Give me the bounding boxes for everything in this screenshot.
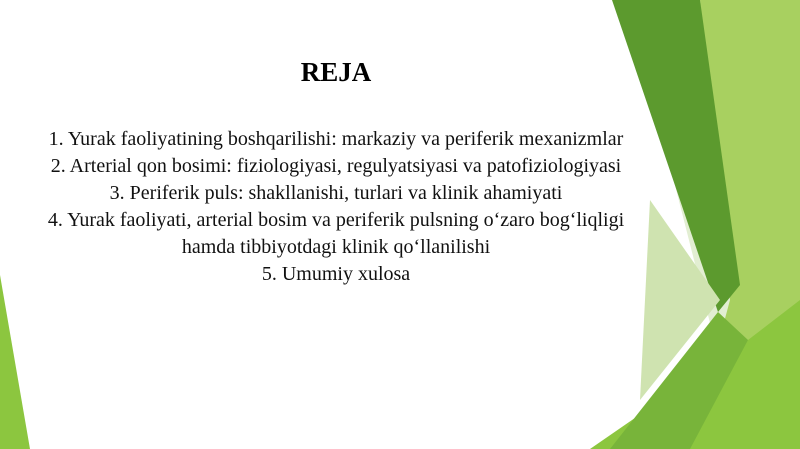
plan-item: 5. Umumiy xulosa: [261, 263, 411, 285]
plan-item: 2. Arterial qon bosimi: fiziologiyasi, regulyatsiyasi va patofiziologiyasi: [50, 155, 622, 177]
plan-list: [40, 126, 632, 288]
left-edge-stripe: [0, 275, 30, 449]
plan-item: 1. Yurak faoliyatining boshqarilishi: markaziy va periferik mexanizmlar: [48, 128, 624, 150]
plan-item: 3. Periferik puls: shakllanishi, turlari va klinik ahamiyati: [109, 182, 563, 204]
slide-title: REJA: [300, 57, 372, 87]
plan-item: 4. Yurak faoliyati, arterial bosim va periferik pulsning o‘zaro bog‘liqligi hamda tibbiyotdagi klinik qo‘llanilishi: [47, 209, 625, 258]
slide-content: [40, 0, 632, 449]
